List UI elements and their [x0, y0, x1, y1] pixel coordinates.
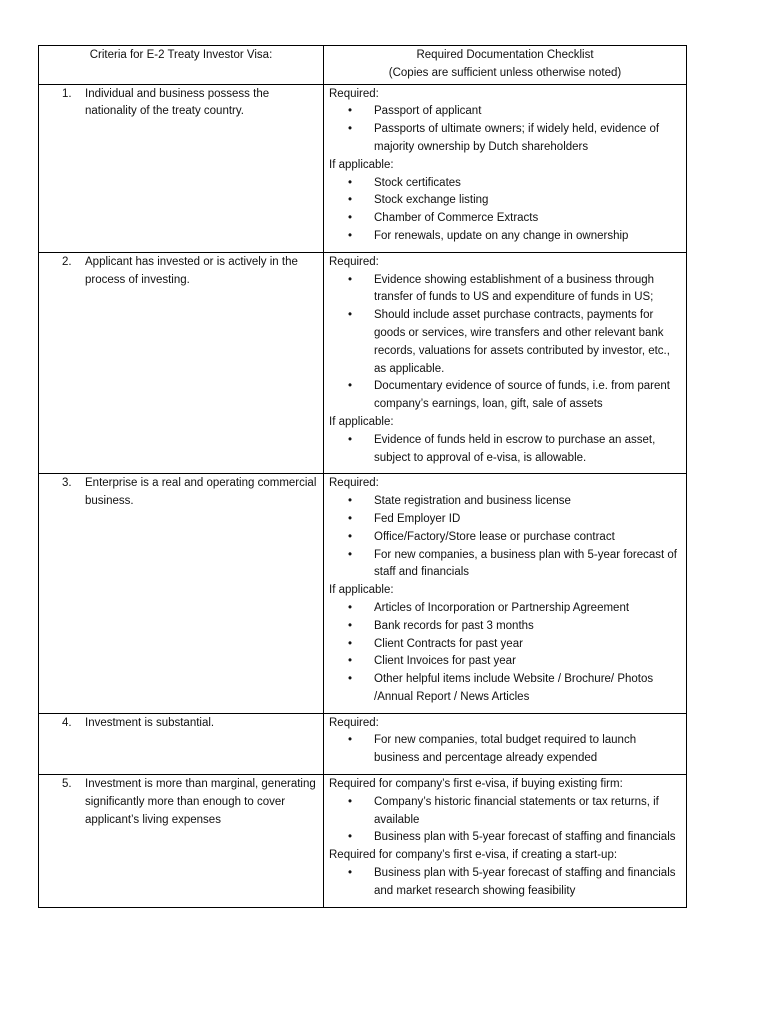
section-heading: Required: [329, 87, 379, 100]
bullet-icon: • [348, 380, 353, 393]
table-body [39, 84, 687, 907]
document-list [329, 493, 681, 582]
bullet-icon: • [348, 433, 353, 446]
table-row [39, 713, 687, 774]
list-item [329, 493, 681, 511]
section-heading: Required for company’s first e-visa, if buying existing firm: [329, 778, 623, 791]
criterion-cell [39, 84, 324, 252]
list-item-text: Office/Factory/Store lease or purchase contract [374, 530, 615, 543]
checklist-header [324, 46, 687, 85]
bullet-icon: • [348, 619, 353, 632]
list-item-text: Evidence of funds held in escrow to purchase an asset, subject to approval of e-visa, is allowable. [374, 433, 656, 464]
bullet-icon: • [348, 637, 353, 650]
criterion-text: Investment is substantial. [85, 716, 215, 729]
criterion-number: 4. [62, 716, 72, 729]
e2-checklist-table [38, 45, 687, 908]
criterion-number: 2. [62, 255, 72, 268]
criterion-text: Investment is more than marginal, generating significantly more than enough to cover applicant’s living expenses [85, 778, 316, 826]
list-item-text: Evidence showing establishment of a business through transfer of funds to US and expenditure of funds in US; [374, 273, 655, 304]
documentation-cell [324, 84, 687, 252]
list-item [329, 121, 681, 157]
list-item-text: Fed Employer ID [374, 512, 461, 525]
document-list [329, 432, 681, 468]
list-item-text: Should include asset purchase contracts, payments for goods or services, wire transfers and other relevant bank records, valuations for assets contributed by investor, etc., as applicable. [374, 309, 670, 375]
list-item [329, 307, 681, 378]
list-item-text: For new companies, a business plan with 5-year forecast of staff and financials [374, 548, 677, 579]
table-row [39, 474, 687, 713]
list-item [329, 653, 681, 671]
bullet-icon: • [348, 548, 353, 561]
list-item-text: Bank records for past 3 months [374, 619, 534, 632]
list-item-text: Business plan with 5-year forecast of staffing and financials [374, 831, 676, 844]
section-heading: Required: [329, 477, 379, 490]
criterion-number: 1. [62, 87, 72, 100]
bullet-icon: • [348, 601, 353, 614]
criterion-cell [39, 252, 324, 474]
list-item [329, 732, 681, 768]
list-item [329, 636, 681, 654]
list-item [329, 210, 681, 228]
criterion-text: Individual and business possess the nationality of the treaty country. [85, 87, 270, 118]
document-list [329, 600, 681, 707]
section-heading: Required: [329, 716, 379, 729]
bullet-icon: • [348, 309, 353, 322]
criterion [44, 776, 318, 829]
bullet-icon: • [348, 831, 353, 844]
list-item [329, 432, 681, 468]
table-row [39, 84, 687, 252]
bullet-icon: • [348, 795, 353, 808]
list-item [329, 547, 681, 583]
section-heading: Required: [329, 255, 379, 268]
section-heading: Required for company’s first e-visa, if creating a start-up: [329, 849, 618, 862]
list-item [329, 671, 681, 707]
list-item-text: Other helpful items include Website / Brochure/ Photos /Annual Report / News Articles [374, 673, 654, 703]
bullet-icon: • [348, 273, 353, 286]
document-list [329, 175, 681, 246]
criterion-cell [39, 713, 324, 774]
criterion-cell [39, 474, 324, 713]
documentation-cell [324, 713, 687, 774]
list-item-text: Chamber of Commerce Extracts [374, 212, 539, 225]
bullet-icon: • [348, 655, 353, 668]
document-list [329, 103, 681, 156]
document-list [329, 732, 681, 768]
list-item [329, 103, 681, 121]
bullet-icon: • [348, 734, 353, 747]
list-item [329, 378, 681, 414]
list-item [329, 511, 681, 529]
list-item-text: For new companies, total budget required to launch business and percentage already expended [374, 734, 637, 765]
list-item [329, 272, 681, 308]
documentation-cell [324, 775, 687, 908]
list-item [329, 618, 681, 636]
criteria-header [39, 46, 324, 85]
bullet-icon: • [348, 229, 353, 242]
bullet-icon: • [348, 530, 353, 543]
section-heading: If applicable: [329, 415, 394, 428]
list-item-text: Documentary evidence of source of funds, i.e. from parent company’s earnings, loan, gift, sale of assets [374, 380, 670, 411]
criterion [44, 715, 318, 733]
bullet-icon: • [348, 867, 353, 880]
list-item-text: Client Invoices for past year [374, 655, 516, 668]
table-row [39, 775, 687, 908]
list-item [329, 600, 681, 618]
list-item-text: Articles of Incorporation or Partnership Agreement [374, 601, 630, 614]
list-item-text: For renewals, update on any change in ownership [374, 229, 629, 242]
documentation-cell [324, 474, 687, 713]
criterion [44, 86, 318, 122]
bullet-icon: • [348, 176, 353, 189]
list-item [329, 228, 681, 246]
list-item-text: Client Contracts for past year [374, 637, 523, 650]
criterion-text: Applicant has invested or is actively in the process of investing. [85, 255, 298, 286]
criteria-header-text: Criteria for E-2 Treaty Investor Visa: [89, 49, 273, 61]
list-item [329, 794, 681, 830]
list-item-text: Passports of ultimate owners; if widely held, evidence of majority ownership by Dutch shareholders [374, 123, 660, 153]
table-row [39, 252, 687, 474]
list-item-text: State registration and business license [374, 495, 571, 508]
bullet-icon: • [348, 105, 353, 118]
list-item [329, 829, 681, 847]
header-row [39, 46, 687, 85]
bullet-icon: • [348, 512, 353, 525]
list-item-text: Company’s historic financial statements or tax returns, if available [374, 795, 659, 826]
document-list [329, 272, 681, 414]
bullet-icon: • [348, 495, 353, 508]
bullet-icon: • [348, 194, 353, 207]
criterion [44, 475, 318, 511]
criterion-cell [39, 775, 324, 908]
checklist-header-note: (Copies are sufficient unless otherwise noted) [388, 66, 622, 79]
document-page [38, 45, 685, 908]
list-item [329, 529, 681, 547]
list-item-text: Stock exchange listing [374, 194, 489, 207]
criterion [44, 254, 318, 290]
list-item-text: Business plan with 5-year forecast of staffing and financials and market research showing feasibility [374, 867, 676, 897]
documentation-cell [324, 252, 687, 474]
bullet-icon: • [348, 212, 353, 225]
list-item [329, 175, 681, 193]
section-heading: If applicable: [329, 158, 394, 171]
list-item [329, 865, 681, 901]
document-list [329, 794, 681, 847]
checklist-header-title: Required Documentation Checklist [416, 49, 594, 61]
criterion-number: 3. [62, 477, 72, 490]
list-item-text: Passport of applicant [374, 105, 482, 118]
section-heading: If applicable: [329, 584, 394, 597]
list-item-text: Stock certificates [374, 176, 461, 189]
list-item [329, 192, 681, 210]
bullet-icon: • [348, 673, 353, 686]
criterion-number: 5. [62, 778, 72, 791]
document-list [329, 865, 681, 901]
bullet-icon: • [348, 123, 353, 136]
criterion-text: Enterprise is a real and operating commercial business. [85, 477, 317, 508]
